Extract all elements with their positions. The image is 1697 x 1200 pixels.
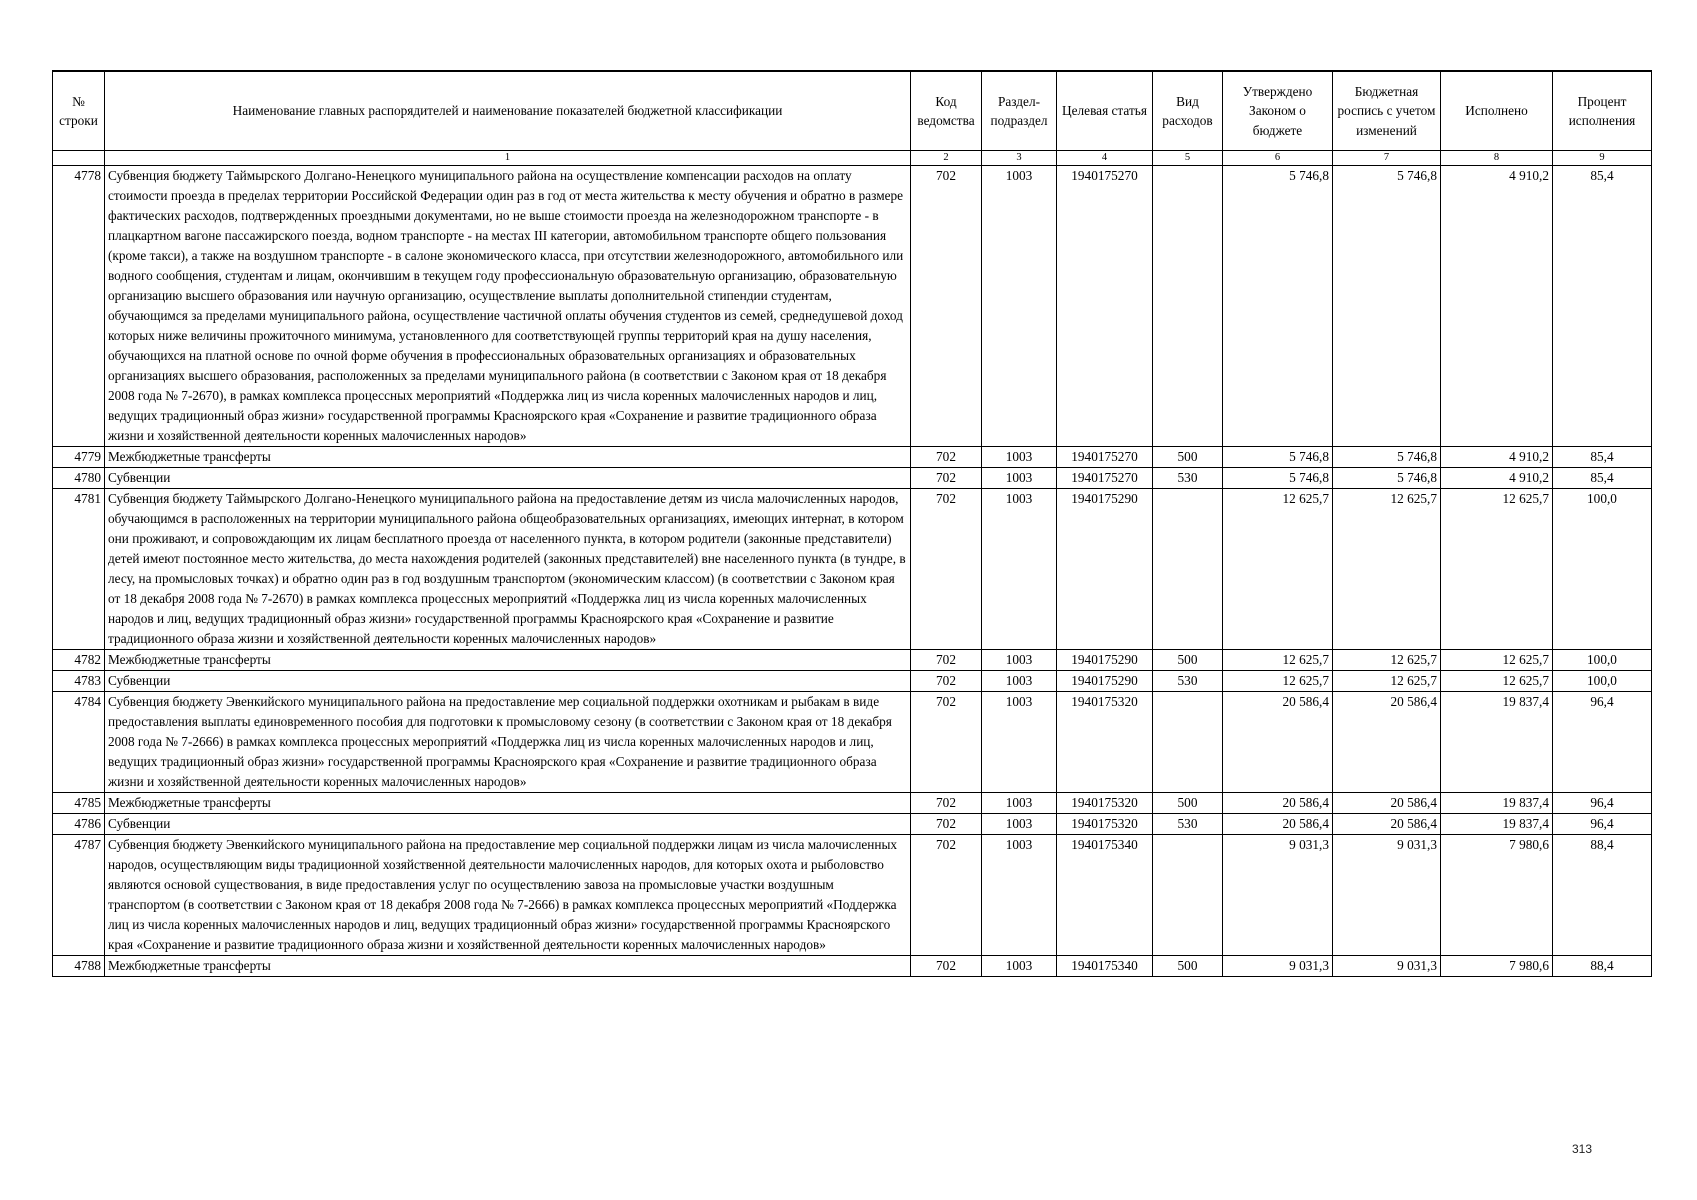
row-section: 1003 (982, 468, 1057, 489)
row-expense-type: 530 (1153, 814, 1223, 835)
table-header (53, 71, 1652, 166)
row-target: 1940175270 (1057, 166, 1153, 447)
row-number: 4781 (53, 489, 105, 650)
row-approved: 20 586,4 (1223, 692, 1333, 793)
row-name: Субвенции (105, 671, 911, 692)
row-number: 4786 (53, 814, 105, 835)
header-row-no: № строки (53, 71, 105, 151)
budget-table (52, 70, 1652, 977)
row-budget-list: 20 586,4 (1333, 692, 1441, 793)
table-row (53, 489, 1652, 650)
row-percent: 96,4 (1553, 793, 1652, 814)
row-budget-list: 20 586,4 (1333, 814, 1441, 835)
row-expense-type: 500 (1153, 650, 1223, 671)
row-percent: 96,4 (1553, 814, 1652, 835)
row-dept-code: 702 (911, 793, 982, 814)
header-percent: Процент исполнения (1553, 71, 1652, 151)
row-section: 1003 (982, 835, 1057, 956)
row-name: Субвенция бюджету Таймырского Долгано-Ненецкого муниципального района на предоставление детям из числа малочисленных народов, обучающимся в расположенных на территории муниципального района общеобразовательных организациях, имеющих интернат, в котором они проживают, и сопровождающим их лицам бесплатного проезда от населенного пункта, в котором родители (законные представители) детей имеют постоянное место жительства, до места нахождения родителей (законных представителей) вне населенного пункта (в тундре, в лесу, на промысловых точках) и обратно один раз в год воздушным транспортом (экономическим классом) (в соответствии с Законом края от 18 декабря 2008 года № 7-2670) в рамках комплекса процессных мероприятий «Поддержка лиц из числа коренных малочисленных народов и лиц, ведущих традиционный образ жизни» государственной программы Красноярского края «Сохранение и развитие традиционного образа жизни и хозяйственной деятельности коренных малочисленных народов» (105, 489, 911, 650)
header-section: Раздел-подраздел (982, 71, 1057, 151)
row-approved: 12 625,7 (1223, 489, 1333, 650)
row-executed: 12 625,7 (1441, 650, 1553, 671)
row-name: Межбюджетные трансферты (105, 793, 911, 814)
column-number: 4 (1057, 151, 1153, 166)
page-number: 313 (1572, 1142, 1593, 1156)
row-number: 4788 (53, 956, 105, 977)
row-percent: 88,4 (1553, 956, 1652, 977)
row-dept-code: 702 (911, 671, 982, 692)
row-approved: 20 586,4 (1223, 793, 1333, 814)
row-number: 4782 (53, 650, 105, 671)
row-target: 1940175290 (1057, 489, 1153, 650)
table-row (53, 166, 1652, 447)
column-number: 9 (1553, 151, 1652, 166)
row-budget-list: 12 625,7 (1333, 671, 1441, 692)
row-percent: 85,4 (1553, 166, 1652, 447)
row-name: Субвенция бюджету Таймырского Долгано-Ненецкого муниципального района на осуществление компенсации расходов на оплату стоимости проезда в пределах территории Российской Федерации один раз в год от места жительства к месту обучения и обратно в размере фактических расходов, подтвержденных проездными документами, но не выше стоимости проезда на железнодорожном транспорте - в плацкартном вагоне пассажирского поезда, водном транспорте - на местах III категории, автомобильном транспорте общего пользования (кроме такси), а также на воздушном транспорте - в салоне экономического класса, при отсутствии железнодорожного, автомобильного или водного сообщения, студентам и лицам, окончившим в текущем году профессиональную образовательную организацию, образовательную организацию высшего образования или научную организацию, осуществление выплаты дополнительной стипендии студентам, обучающимся за пределами муниципального района, осуществление частичной оплаты обучения студентов из семей, среднедушевой доход которых ниже величины прожиточного минимума, установленного для соответствующей группы территорий края на душу населения, обучающихся на платной основе по очной форме обучения в профессиональных образовательных организациях и образовательных организациях высшего образования, расположенных за пределами муниципального района (в соответствии с Законом края от 18 декабря 2008 года № 7-2670), в рамках комплекса процессных мероприятий «Поддержка лиц из числа коренных малочисленных народов и лиц, ведущих традиционный образ жизни» государственной программы Красноярского края «Сохранение и развитие традиционного образа жизни и хозяйственной деятельности коренных малочисленных народов» (105, 166, 911, 447)
table-row (53, 650, 1652, 671)
table-row (53, 793, 1652, 814)
row-percent: 85,4 (1553, 468, 1652, 489)
row-approved: 5 746,8 (1223, 468, 1333, 489)
row-number: 4779 (53, 447, 105, 468)
header-name: Наименование главных распорядителей и наименование показателей бюджетной классификации (105, 71, 911, 151)
row-expense-type: 500 (1153, 956, 1223, 977)
row-percent: 88,4 (1553, 835, 1652, 956)
row-name: Межбюджетные трансферты (105, 447, 911, 468)
row-section: 1003 (982, 956, 1057, 977)
row-section: 1003 (982, 793, 1057, 814)
row-budget-list: 5 746,8 (1333, 447, 1441, 468)
row-name: Субвенция бюджету Эвенкийского муниципального района на предоставление мер социальной поддержки охотникам и рыбакам в виде предоставления выплаты единовременного пособия для подготовки к промысловому сезону (в соответствии с Законом края от 18 декабря 2008 года № 7-2666) в рамках комплекса процессных мероприятий «Поддержка лиц из числа коренных малочисленных народов и лиц, ведущих традиционный образ жизни» государственной программы Красноярского края «Сохранение и развитие традиционного образа жизни и хозяйственной деятельности коренных малочисленных народов» (105, 692, 911, 793)
row-budget-list: 12 625,7 (1333, 650, 1441, 671)
row-approved: 9 031,3 (1223, 956, 1333, 977)
row-section: 1003 (982, 650, 1057, 671)
row-executed: 19 837,4 (1441, 793, 1553, 814)
row-target: 1940175320 (1057, 692, 1153, 793)
table-row (53, 956, 1652, 977)
table-row (53, 692, 1652, 793)
row-name: Субвенции (105, 814, 911, 835)
row-number: 4778 (53, 166, 105, 447)
column-numbers-row (53, 151, 1652, 166)
row-target: 1940175340 (1057, 956, 1153, 977)
row-section: 1003 (982, 671, 1057, 692)
row-executed: 7 980,6 (1441, 956, 1553, 977)
row-executed: 19 837,4 (1441, 814, 1553, 835)
header-budget-list: Бюджетная роспись с учетом изменений (1333, 71, 1441, 151)
row-percent: 100,0 (1553, 671, 1652, 692)
table-row (53, 814, 1652, 835)
header-expense-type: Вид расходов (1153, 71, 1223, 151)
row-dept-code: 702 (911, 814, 982, 835)
row-section: 1003 (982, 166, 1057, 447)
row-dept-code: 702 (911, 650, 982, 671)
row-target: 1940175270 (1057, 468, 1153, 489)
row-executed: 19 837,4 (1441, 692, 1553, 793)
row-name: Субвенция бюджету Эвенкийского муниципального района на предоставление мер социальной поддержки лицам из числа малочисленных народов, осуществляющим виды традиционной хозяйственной деятельности малочисленных народов, для которых охота и рыболовство являются основой существования, в виде предоставления услуг по осуществлению завоза на промысловые участки воздушным транспортом (в соответствии с Законом края от 18 декабря 2008 года № 7-2666) в рамках комплекса процессных мероприятий «Поддержка лиц из числа коренных малочисленных народов и лиц, ведущих традиционный образ жизни» государственной программы Красноярского края «Сохранение и развитие традиционного образа жизни и хозяйственной деятельности коренных малочисленных народов» (105, 835, 911, 956)
row-approved: 20 586,4 (1223, 814, 1333, 835)
row-approved: 9 031,3 (1223, 835, 1333, 956)
row-target: 1940175270 (1057, 447, 1153, 468)
header-executed: Исполнено (1441, 71, 1553, 151)
row-budget-list: 5 746,8 (1333, 468, 1441, 489)
row-approved: 12 625,7 (1223, 650, 1333, 671)
row-expense-type: 530 (1153, 468, 1223, 489)
column-number: 7 (1333, 151, 1441, 166)
row-expense-type (1153, 835, 1223, 956)
row-target: 1940175290 (1057, 650, 1153, 671)
row-percent: 85,4 (1553, 447, 1652, 468)
row-percent: 100,0 (1553, 489, 1652, 650)
column-number: 8 (1441, 151, 1553, 166)
row-executed: 4 910,2 (1441, 166, 1553, 447)
column-number: 3 (982, 151, 1057, 166)
row-budget-list: 5 746,8 (1333, 166, 1441, 447)
row-expense-type: 500 (1153, 793, 1223, 814)
row-budget-list: 20 586,4 (1333, 793, 1441, 814)
row-executed: 4 910,2 (1441, 447, 1553, 468)
header-dept-code: Код ведомства (911, 71, 982, 151)
row-dept-code: 702 (911, 956, 982, 977)
header-approved: Утверждено Законом о бюджете (1223, 71, 1333, 151)
row-executed: 12 625,7 (1441, 489, 1553, 650)
row-dept-code: 702 (911, 468, 982, 489)
row-budget-list: 9 031,3 (1333, 835, 1441, 956)
header-target: Целевая статья (1057, 71, 1153, 151)
table-row (53, 671, 1652, 692)
row-dept-code: 702 (911, 166, 982, 447)
row-number: 4783 (53, 671, 105, 692)
row-dept-code: 702 (911, 489, 982, 650)
table-row (53, 468, 1652, 489)
row-budget-list: 12 625,7 (1333, 489, 1441, 650)
row-name: Межбюджетные трансферты (105, 650, 911, 671)
row-percent: 96,4 (1553, 692, 1652, 793)
column-number: 1 (105, 151, 911, 166)
table-row (53, 835, 1652, 956)
row-section: 1003 (982, 814, 1057, 835)
row-target: 1940175290 (1057, 671, 1153, 692)
column-number: 5 (1153, 151, 1223, 166)
row-number: 4787 (53, 835, 105, 956)
row-expense-type (1153, 489, 1223, 650)
row-name: Субвенции (105, 468, 911, 489)
row-section: 1003 (982, 447, 1057, 468)
column-number (53, 151, 105, 166)
row-section: 1003 (982, 692, 1057, 793)
table-body (53, 166, 1652, 977)
table-row (53, 447, 1652, 468)
row-dept-code: 702 (911, 692, 982, 793)
column-number: 2 (911, 151, 982, 166)
row-executed: 7 980,6 (1441, 835, 1553, 956)
row-expense-type: 530 (1153, 671, 1223, 692)
row-section: 1003 (982, 489, 1057, 650)
row-dept-code: 702 (911, 447, 982, 468)
row-approved: 5 746,8 (1223, 447, 1333, 468)
row-percent: 100,0 (1553, 650, 1652, 671)
row-target: 1940175320 (1057, 793, 1153, 814)
row-name: Межбюджетные трансферты (105, 956, 911, 977)
row-dept-code: 702 (911, 835, 982, 956)
row-expense-type (1153, 692, 1223, 793)
row-approved: 5 746,8 (1223, 166, 1333, 447)
row-number: 4785 (53, 793, 105, 814)
row-budget-list: 9 031,3 (1333, 956, 1441, 977)
row-expense-type (1153, 166, 1223, 447)
row-executed: 4 910,2 (1441, 468, 1553, 489)
row-approved: 12 625,7 (1223, 671, 1333, 692)
row-number: 4784 (53, 692, 105, 793)
row-executed: 12 625,7 (1441, 671, 1553, 692)
column-number: 6 (1223, 151, 1333, 166)
row-target: 1940175340 (1057, 835, 1153, 956)
row-number: 4780 (53, 468, 105, 489)
row-target: 1940175320 (1057, 814, 1153, 835)
row-expense-type: 500 (1153, 447, 1223, 468)
